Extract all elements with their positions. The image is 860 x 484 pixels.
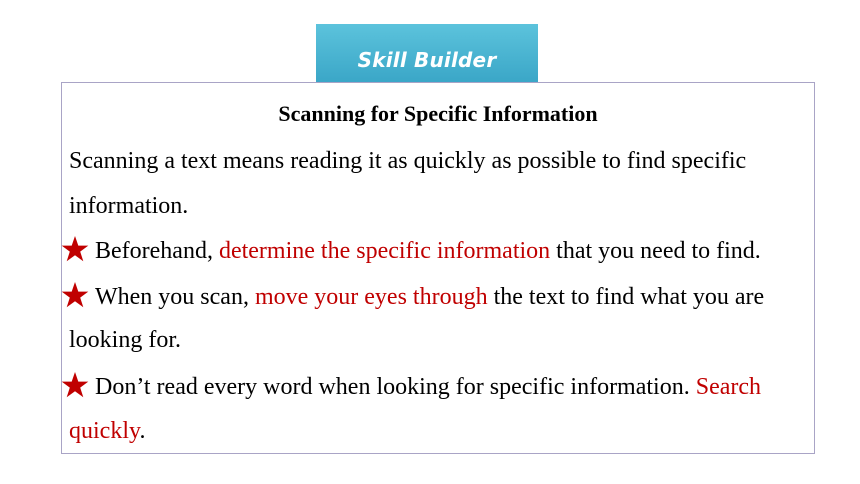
content-box	[61, 82, 815, 454]
box-heading: Scanning for Specific Information	[278, 101, 598, 126]
tip-2-text: When you scan,	[95, 284, 255, 310]
intro-line-2: information.	[69, 193, 189, 219]
tip-2-text-end: the text to find what you are	[487, 284, 765, 310]
tip-2-continuation: looking for.	[69, 327, 181, 353]
intro-line-1: Scanning a text means reading it as quickly as possible to find specific	[69, 148, 747, 174]
skill-builder-banner	[316, 24, 538, 83]
tip-3-continuation	[69, 417, 145, 445]
tip-1-highlight: determine the specific information	[218, 238, 551, 264]
tip-3	[69, 371, 761, 401]
tip-1-text-end: that you need to find.	[550, 238, 761, 264]
tip-1	[69, 235, 761, 265]
tip-3-period: .	[139, 418, 146, 444]
star-icon	[61, 371, 89, 399]
tip-3-highlight-2: quickly	[69, 418, 140, 444]
tip-3-highlight: Search	[695, 374, 762, 400]
tip-2	[69, 281, 764, 311]
star-icon	[61, 281, 89, 309]
tip-2-highlight: move your eyes through	[254, 284, 488, 310]
tip-3-text: Don’t read every word when looking for specific information.	[95, 374, 696, 400]
banner-label: Skill Builder	[357, 47, 497, 72]
tip-1-text: Beforehand,	[95, 238, 219, 264]
star-icon	[61, 235, 89, 263]
